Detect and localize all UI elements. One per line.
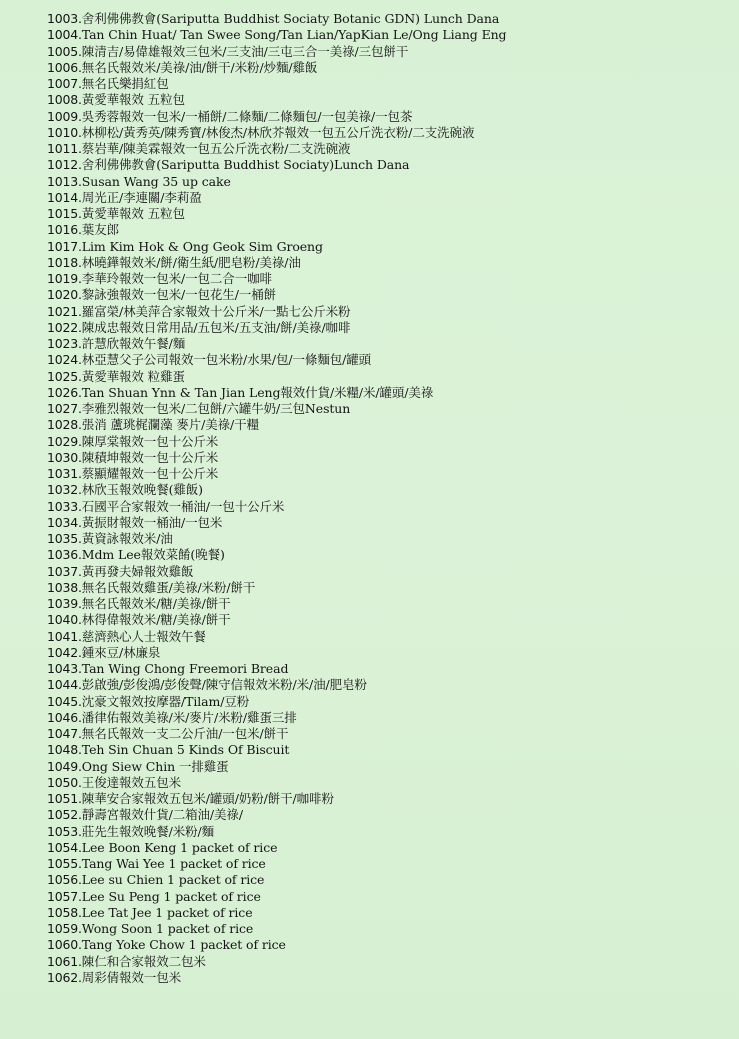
list-item <box>47 125 727 141</box>
list-item <box>47 482 727 498</box>
entry-text: 黃愛華報效 粒雞蛋 <box>81 368 185 384</box>
entry-text: Susan Wang 35 up cake <box>81 173 231 189</box>
entry-text: Wong Soon 1 packet of rice <box>81 921 254 936</box>
entry-text: Lim Kim Hok & Ong Geok Sim Groeng <box>81 238 323 254</box>
list-item <box>47 531 727 547</box>
entry-number: 1021. <box>47 303 82 319</box>
entry-text: 黃愛華報效 五粒包 <box>81 206 185 221</box>
list-item <box>47 807 727 823</box>
entry-text: Tan Shuan Ynn & Tan Jian Leng報效什貨/米糧/米/罐頭/美祿 <box>81 384 434 400</box>
entry-text: 李華玲報效一包米/一包二合一咖啡 <box>81 271 272 286</box>
entry-number: 1032. <box>47 482 82 498</box>
entry-text: 陳華安合家報效五包米/罐頭/奶粉/餅干/咖啡粉 <box>81 791 334 806</box>
entry-text: 林曉鏵報效米/餅/衛生紙/肥皂粉/美祿/油 <box>81 254 301 270</box>
entry-number: 1039. <box>47 596 82 611</box>
list-item <box>47 141 727 157</box>
list-item <box>47 434 727 450</box>
entry-number: 1044. <box>47 677 82 693</box>
list-item <box>47 612 727 628</box>
list-item <box>47 190 727 206</box>
entry-text: 張消 蘆珧梶瀾藻 麥片/美祿/干糧 <box>81 417 259 433</box>
entry-number: 1027. <box>47 401 82 416</box>
entry-number: 1028. <box>47 417 82 433</box>
entry-number: 1045. <box>47 693 82 709</box>
entry-text: 慈濟熱心人士報效午餐 <box>81 628 206 644</box>
entry-text: 沈豪文報效按摩器/Tilam/豆粉 <box>81 693 250 709</box>
list-item <box>47 547 727 563</box>
list-item <box>47 450 727 466</box>
entry-text: Teh Sin Chuan 5 Kinds Of Biscuit <box>81 742 290 758</box>
list-item <box>47 970 727 986</box>
entry-number: 1062. <box>47 969 82 985</box>
list-item <box>47 401 727 417</box>
entry-text: Tang Yoke Chow 1 packet of rice <box>81 937 286 953</box>
list-item <box>47 661 727 677</box>
entry-number: 1035. <box>47 531 82 546</box>
entry-number: 1003. <box>47 11 82 26</box>
entry-text: 石國平合家報效一桶油/一包十公斤米 <box>81 498 285 514</box>
entry-text: 蔡顯耀報效一包十公斤米 <box>81 466 219 481</box>
entry-text: 陳清吉/易偉雄報效三包米/三支油/三屯三合一美祿/三包餅干 <box>81 43 409 59</box>
entry-number: 1012. <box>47 157 82 173</box>
list-item <box>47 174 727 190</box>
list-item <box>47 92 727 108</box>
entry-text: 吳秀蓉報效一包米/一桶餅/二條麵/二條麵包/一包美祿/一包茶 <box>81 108 413 124</box>
entry-number: 1026. <box>47 384 82 400</box>
entry-number: 1037. <box>47 563 82 579</box>
entry-text: 陳積坤報效一包十公斤米 <box>81 449 219 465</box>
entry-number: 1055. <box>47 856 82 871</box>
list-item <box>47 157 727 173</box>
entry-number: 1020. <box>47 287 82 303</box>
entry-text: 林亞慧父子公司報效一包米粉/水果/包/一條麵包/罐頭 <box>81 352 372 368</box>
entry-text: 羅富榮/林美萍合家報效十公斤米/一點七公斤米粉 <box>81 303 351 319</box>
entry-text: 黎詠強報效一包米/一包花生/一桶餅 <box>81 287 277 303</box>
entry-number: 1054. <box>47 839 82 855</box>
list-item <box>47 921 727 937</box>
entry-number: 1048. <box>47 742 82 758</box>
entry-number: 1053. <box>47 823 82 839</box>
entry-text: 黃資詠報效米/油 <box>81 531 173 546</box>
entry-number: 1007. <box>47 76 82 91</box>
list-item <box>47 775 727 791</box>
entry-text: 黃愛華報效 五粒包 <box>81 92 185 108</box>
list-item <box>47 905 727 921</box>
entry-number: 1057. <box>47 888 82 904</box>
entry-number: 1040. <box>47 612 82 628</box>
entry-number: 1029. <box>47 433 82 449</box>
entry-text: 王俊達報效五包米 <box>81 774 181 790</box>
list-item <box>47 564 727 580</box>
list-item <box>47 499 727 515</box>
entry-number: 1010. <box>47 124 82 140</box>
list-item <box>47 466 727 482</box>
entry-number: 1059. <box>47 921 82 936</box>
list-item <box>47 742 727 758</box>
entry-text: Lee su Chien 1 packet of rice <box>81 872 265 888</box>
entry-text: 周光正/李連關/李莉盈 <box>81 189 202 205</box>
list-item <box>47 206 727 222</box>
entry-number: 1049. <box>47 758 82 774</box>
entry-text: Lee Su Peng 1 packet of rice <box>81 888 261 904</box>
list-item <box>47 11 727 27</box>
entry-number: 1008. <box>47 92 82 108</box>
entry-text: Ong Siew Chin 一排雞蛋 <box>81 758 229 774</box>
entry-number: 1034. <box>47 514 82 530</box>
list-item <box>47 271 727 287</box>
entry-number: 1051. <box>47 791 82 806</box>
entry-text: 陳厚棠報效一包十公斤米 <box>81 433 219 449</box>
entry-text: Lee Tat Jee 1 packet of rice <box>81 904 253 920</box>
entry-text: 李雅烈報效一包米/二包餅/六罐牛奶/三包Nestun <box>81 401 351 416</box>
entry-text: Tan Wing Chong Freemori Bread <box>81 661 289 676</box>
list-item <box>47 287 727 303</box>
entry-number: 1036. <box>47 547 82 563</box>
entry-text: 黃再發夫婦報效雞飯 <box>81 563 194 579</box>
entry-number: 1024. <box>47 352 82 368</box>
entry-number: 1060. <box>47 937 82 953</box>
list-item <box>47 76 727 92</box>
entry-number: 1052. <box>47 807 82 823</box>
list-item <box>47 60 727 76</box>
entry-text: 鍾來豆/林廉泉 <box>81 644 161 660</box>
entry-number: 1014. <box>47 189 82 205</box>
list-item <box>47 954 727 970</box>
list-item <box>47 645 727 661</box>
list-item <box>47 889 727 905</box>
list-item <box>47 239 727 255</box>
entry-text: 陳成忠報效日常用品/五包米/五支油/餅/美祿/咖啡 <box>81 319 351 335</box>
list-item <box>47 336 727 352</box>
list-item <box>47 44 727 60</box>
list-item <box>47 872 727 888</box>
entry-number: 1016. <box>47 222 82 238</box>
donor-list <box>47 11 727 986</box>
entry-number: 1022. <box>47 319 82 335</box>
list-item <box>47 255 727 271</box>
list-item <box>47 856 727 872</box>
entry-number: 1023. <box>47 336 82 351</box>
entry-text: 靜壽宮報效什貨/二箱油/美祿/ <box>81 807 243 823</box>
entry-number: 1004. <box>47 27 82 43</box>
entry-number: 1031. <box>47 466 82 481</box>
list-item <box>47 710 727 726</box>
entry-number: 1047. <box>47 726 82 741</box>
entry-number: 1058. <box>47 904 82 920</box>
entry-text: 林得偉報效米/糖/美祿/餅干 <box>81 612 231 628</box>
entry-text: 葉友郎 <box>81 222 119 238</box>
list-item <box>47 596 727 612</box>
entry-text: 潘律佑報效美祿/米/麥片/米粉/雞蛋三排 <box>81 709 297 725</box>
entry-text: 許慧欣報效午餐/麵 <box>81 336 186 351</box>
entry-text: 無名氏報效一支二公斤油/一包米/餅干 <box>81 726 289 741</box>
entry-text: 林柳松/黃秀英/陳秀寶/林俊杰/林欣芥報效一包五公斤洗衣粉/二支洗碗液 <box>81 124 475 140</box>
list-item <box>47 840 727 856</box>
list-item <box>47 109 727 125</box>
entry-text: 周彩倩報效一包米 <box>81 969 181 985</box>
entry-text: 無名氏報效雞蛋/美祿/米粉/餅干 <box>81 579 256 595</box>
entry-number: 1017. <box>47 238 82 254</box>
list-item <box>47 385 727 401</box>
list-item <box>47 320 727 336</box>
list-item <box>47 677 727 693</box>
entry-number: 1030. <box>47 449 82 465</box>
entry-number: 1005. <box>47 43 82 59</box>
entry-number: 1015. <box>47 206 82 221</box>
list-item <box>47 759 727 775</box>
entry-number: 1046. <box>47 709 82 725</box>
entry-number: 1025. <box>47 368 82 384</box>
entry-number: 1042. <box>47 644 82 660</box>
list-item <box>47 629 727 645</box>
entry-text: 無名氏報效米/美祿/油/餅干/米粉/炒麵/雞飯 <box>81 59 318 75</box>
entry-number: 1033. <box>47 498 82 514</box>
entry-number: 1050. <box>47 774 82 790</box>
entry-text: Tan Chin Huat/ Tan Swee Song/Tan Lian/YapKian Le/Ong Liang Eng <box>81 27 507 43</box>
entry-number: 1009. <box>47 108 82 124</box>
entry-text: 無名氏報效米/糖/美祿/餅干 <box>81 596 231 611</box>
entry-number: 1019. <box>47 271 82 286</box>
entry-number: 1018. <box>47 254 82 270</box>
entry-text: 陳仁和合家報效二包米 <box>81 953 206 969</box>
entry-text: Tang Wai Yee 1 packet of rice <box>81 856 266 871</box>
entry-text: 舍利佛佛教會(Sariputta Buddhist Sociaty)Lunch Dana <box>81 157 410 173</box>
entry-text: 無名氏樂捐紅包 <box>81 76 169 91</box>
list-item <box>47 417 727 433</box>
entry-number: 1006. <box>47 59 82 75</box>
entry-number: 1043. <box>47 661 82 676</box>
entry-text: 彭啟強/彭俊鴻/彭俊聲/陳守信報效米粉/米/油/肥皂粉 <box>81 677 367 693</box>
entry-number: 1038. <box>47 579 82 595</box>
entry-text: Mdm Lee報效菜餚(晚餐) <box>81 547 225 563</box>
list-item <box>47 937 727 953</box>
entry-text: 黃振財報效一桶油/一包米 <box>81 514 223 530</box>
entry-text: 蔡岩華/陳美霖報效一包五公斤洗衣粉/二支洗碗液 <box>81 141 351 156</box>
list-item <box>47 369 727 385</box>
entry-number: 1011. <box>47 141 82 156</box>
entry-text: 舍利佛佛教會(Sariputta Buddhist Sociaty Botanic GDN) Lunch Dana <box>81 11 500 26</box>
list-item <box>47 222 727 238</box>
list-item <box>47 27 727 43</box>
list-item <box>47 304 727 320</box>
list-item <box>47 515 727 531</box>
entry-number: 1061. <box>47 953 82 969</box>
list-item <box>47 791 727 807</box>
list-item <box>47 694 727 710</box>
list-item <box>47 580 727 596</box>
entry-text: Lee Boon Keng 1 packet of rice <box>81 839 278 855</box>
entry-number: 1041. <box>47 628 82 644</box>
entry-text: 莊先生報效晚餐/米粉/麵 <box>81 823 215 839</box>
entry-number: 1013. <box>47 173 82 189</box>
entry-number: 1056. <box>47 872 82 888</box>
list-item <box>47 352 727 368</box>
list-item <box>47 824 727 840</box>
list-item <box>47 726 727 742</box>
entry-text: 林欣玉報效晚餐(雞飯) <box>81 482 203 498</box>
